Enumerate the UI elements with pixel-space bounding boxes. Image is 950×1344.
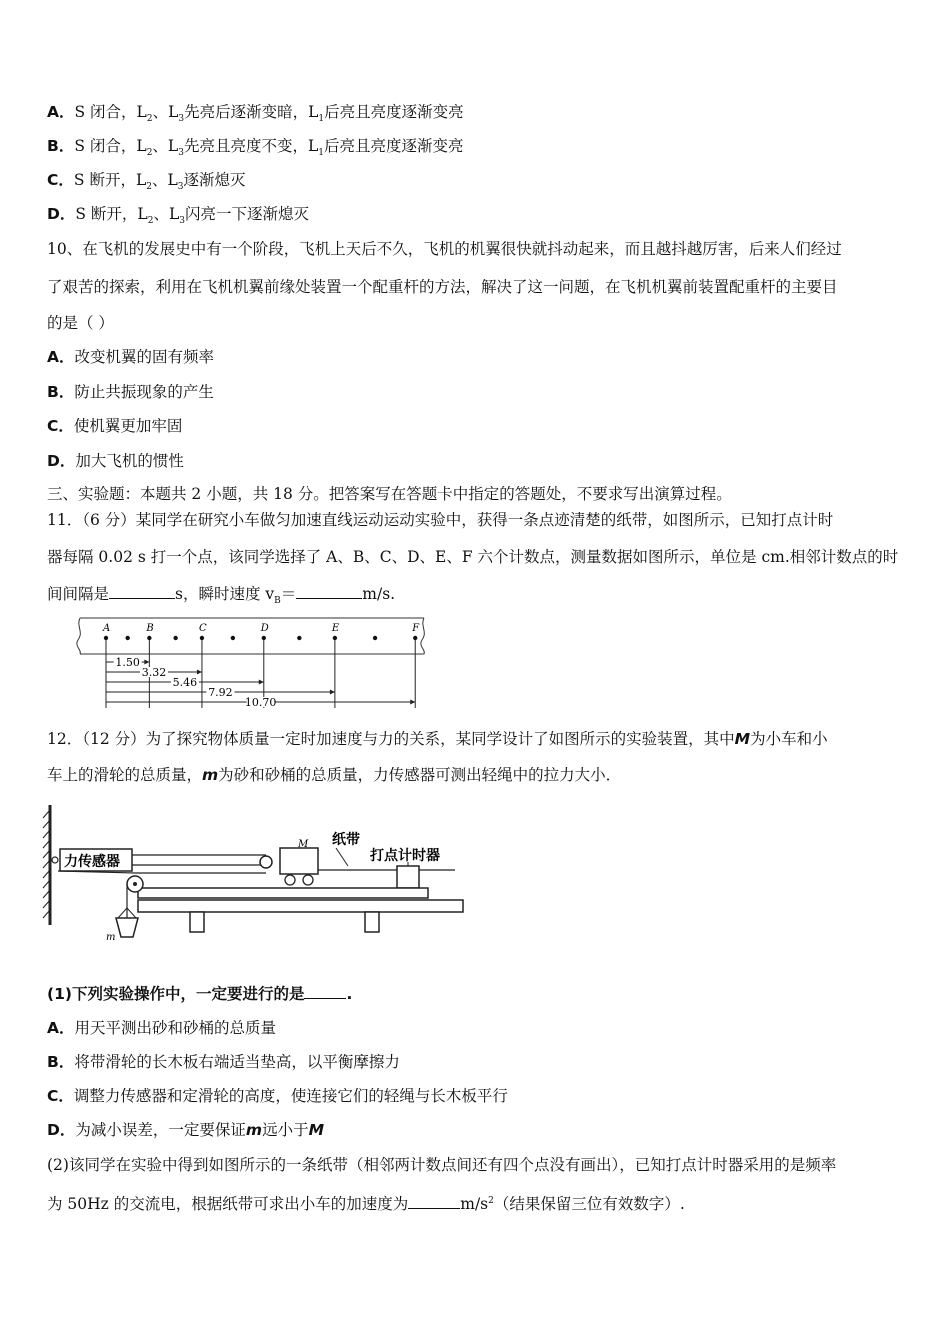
- tape-point-label-e: E: [331, 623, 340, 634]
- tape-dot: [173, 636, 177, 640]
- tape-point-label-a: A: [103, 623, 111, 634]
- tape-point-f: [413, 636, 417, 640]
- q10-text-line1: 10、在飞机的发展史中有一个阶段，飞机上天后不久，飞机的机翼很快就抖动起来，而且越抖越厉害，后来人们经过: [47, 240, 842, 258]
- cart-label: M: [298, 839, 309, 850]
- tape-dimension-label: 3.32: [141, 666, 167, 679]
- q12-option-d: D．为减小误差，一定要保证m远小于M: [47, 1121, 325, 1139]
- q9-option-d: D．S 断开，$L_2$、$L_3$闪亮一下逐渐熄灭: [47, 205, 310, 227]
- q10-option-b: B．防止共振现象的产生: [47, 383, 214, 401]
- q11-text-line2: 器每隔 0.02 s 打一个点，该同学选择了 A、B、C、D、E、F 六个计数点，测量数据如图所示，单位是 cm.相邻计数点的时: [47, 548, 899, 566]
- sand-bucket: [116, 918, 138, 937]
- q11-text-line1: 11．（6 分）某同学在研究小车做匀加速直线运动运动实验中，获得一条点迹清楚的纸带，如图所示，已知打点计时: [47, 511, 834, 529]
- q12-text-line2: 车上的滑轮的总质量，m为砂和砂桶的总质量，力传感器可测出轻绳中的拉力大小．: [47, 766, 622, 784]
- timer: [397, 866, 419, 888]
- q10-option-d: D．加大飞机的惯性: [47, 452, 184, 470]
- q12-part2-line1: (2)该同学在实验中得到如图所示的一条纸带（相邻两计数点间还有四个点没有画出），已知打点计时器采用的是频率: [47, 1156, 837, 1174]
- q11-tape-figure: [74, 612, 434, 712]
- q12-option-a: A．用天平测出砂和砂桶的总质量: [47, 1019, 277, 1037]
- q12-part2-blank[interactable]: [408, 1194, 460, 1209]
- tape-dot: [373, 636, 377, 640]
- q12-text-line1: 12．（12 分）为了探究物体质量一定时加速度与力的关系，某同学设计了如图所示的实验装置，其中M为小车和小: [47, 730, 828, 748]
- q11-answer-blank-2[interactable]: [296, 584, 362, 599]
- tape-point-e: [333, 636, 337, 640]
- q12-part1-blank[interactable]: [304, 984, 346, 999]
- q12-part2-line2: 为 50Hz 的交流电，根据纸带可求出小车的加速度为 $m/s^2$（结果保留三位有效数字）.: [47, 1195, 685, 1214]
- q12-part1: (1)下列实验操作中，一定要进行的是 .: [47, 985, 353, 1003]
- tape-dot: [297, 636, 301, 640]
- q10-text-line2: 了艰苦的探索，利用在飞机机翼前缘处装置一个配重杆的方法，解决了这一问题，在飞机机翼前装置配重杆的主要目: [47, 278, 838, 296]
- tape-point-a: [104, 636, 108, 640]
- tape-point-c: [200, 636, 204, 640]
- tape-dimension-arrow: [410, 700, 415, 705]
- q10-option-c: C．使机翼更加牢固: [47, 417, 183, 435]
- q10-option-a: A．改变机翼的固有频率: [47, 348, 215, 366]
- tape-point-label-b: B: [146, 623, 154, 634]
- tape-point-b: [147, 636, 151, 640]
- tape-dimension-arrow: [330, 690, 335, 695]
- q9-option-a: A．S 闭合，$L_2$、$L_3$先亮后逐渐变暗，$L_1$后亮且亮度逐渐变亮: [47, 103, 464, 125]
- tape-point-label-d: D: [260, 623, 269, 634]
- q11-answer-blank-1[interactable]: [109, 584, 175, 599]
- q12-option-c: C．调整力传感器和定滑轮的高度，使连接它们的轻绳与长木板平行: [47, 1087, 508, 1105]
- q10-text-line3: 的是（ ）: [47, 314, 114, 332]
- tape-point-label-c: C: [198, 623, 207, 634]
- q9-option-b: B．S 闭合，$L_2$、$L_3$先亮且亮度不变，$L_1$后亮且亮度逐渐变亮: [47, 137, 464, 159]
- tape-dimension-label: 10.70: [244, 696, 277, 709]
- q9-option-c: C．S 断开，$L_2$、$L_3$逐渐熄灭: [47, 171, 246, 193]
- tape-dimension-label: 7.92: [208, 686, 233, 699]
- q11-text-line3: 间间隔是 s，瞬时速度 $v_B= m/s$.: [47, 585, 396, 607]
- timer-label: 打点计时器: [370, 848, 440, 864]
- tape-point-d: [262, 636, 266, 640]
- bucket-label: m: [106, 932, 116, 943]
- q12-option-b: B．将带滑轮的长木板右端适当垫高，以平衡摩擦力: [47, 1053, 400, 1071]
- tape-label: 纸带: [332, 832, 360, 848]
- tape-dot: [125, 636, 129, 640]
- cart: [280, 848, 318, 874]
- tape-dimension-arrow: [197, 670, 202, 675]
- tape-point-label-f: F: [412, 623, 420, 634]
- tape-dimension-label: 1.50: [115, 656, 140, 669]
- force-sensor-label: 力传感器: [64, 854, 120, 870]
- tape-dot: [231, 636, 235, 640]
- tape-dimension-arrow: [259, 680, 264, 685]
- q12-apparatus-figure: [40, 800, 470, 945]
- section3-heading: 三、实验题：本题共 2 小题，共 18 分。把答案写在答题卡中指定的答题处，不要求写出演算过程。: [47, 485, 732, 503]
- tape-dimension-arrow: [144, 660, 149, 665]
- tape-dimension-label: 5.46: [172, 676, 198, 689]
